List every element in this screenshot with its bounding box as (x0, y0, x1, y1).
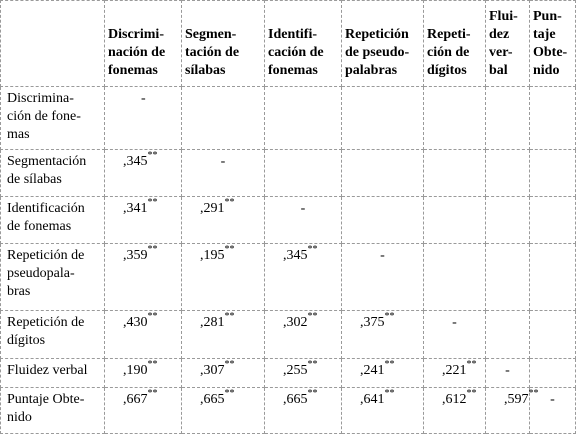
table-cell (105, 150, 182, 197)
significance-marker: ** (224, 244, 235, 256)
significance-marker: ** (147, 197, 158, 209)
column-header-label: Pun- taje Obte- nido (533, 9, 568, 78)
table-cell (486, 388, 539, 434)
table-row (1, 197, 576, 244)
column-header-label: Repeti- ción de dígitos (427, 27, 471, 78)
cell-value: ,307 (200, 363, 225, 378)
cell-value: - (141, 91, 146, 106)
table-cell (530, 359, 576, 388)
table-cell (424, 150, 486, 197)
table-cell (105, 197, 182, 244)
table-cell (342, 197, 424, 244)
significance-marker: ** (384, 359, 395, 371)
row-label-text: Repetición de dígitos (7, 315, 85, 348)
cell-value: - (505, 363, 510, 378)
column-header (265, 1, 342, 87)
table-cell (530, 244, 576, 311)
row-label (1, 388, 105, 434)
row-label (1, 244, 105, 311)
cell-value: ,221 (442, 363, 467, 378)
column-header-label: Flui- dez ver- bal (489, 9, 518, 78)
table-cell (424, 359, 486, 388)
row-label (1, 150, 105, 197)
table-cell (105, 87, 182, 150)
column-header-label: Repetición de pseudo- palabras (345, 27, 410, 78)
table-row (1, 388, 576, 434)
table-cell (530, 150, 576, 197)
cell-value: ,281 (200, 315, 225, 330)
cell-value: ,430 (123, 315, 148, 330)
table-cell (265, 359, 342, 388)
row-label (1, 359, 105, 388)
cell-value: ,612 (442, 392, 467, 407)
cell-value: ,641 (360, 392, 385, 407)
column-header-label: Discrimi- nación de fonemas (108, 27, 166, 78)
table-cell (486, 359, 530, 388)
table-row (1, 87, 576, 150)
row-label-text: Repetición de pseudopala- bras (7, 248, 85, 299)
table-cell (342, 87, 424, 150)
table-cell (530, 311, 576, 359)
cell-value: ,345 (283, 248, 308, 263)
row-label-text: Puntaje Obte- nido (7, 392, 85, 425)
significance-marker: ** (147, 388, 158, 400)
table-cell (265, 197, 342, 244)
table-cell (486, 197, 530, 244)
cell-value: - (452, 315, 457, 330)
row-label (1, 311, 105, 359)
cell-value: - (220, 154, 226, 169)
table-cell (182, 197, 265, 244)
cell-value: ,665 (283, 392, 308, 407)
table-cell (424, 197, 486, 244)
column-header (424, 1, 486, 87)
table-cell (342, 359, 424, 388)
table-cell (424, 311, 486, 359)
table-cell (182, 244, 265, 311)
table-row (1, 244, 576, 311)
column-header-label: Segmen- tación de sílabas (185, 27, 240, 78)
significance-marker: ** (224, 388, 235, 400)
table-cell (105, 388, 182, 434)
table-row (1, 150, 576, 197)
table-row (1, 359, 576, 388)
table-cell (424, 388, 486, 434)
table-cell (486, 244, 530, 311)
table-cell (424, 244, 486, 311)
cell-value: - (550, 392, 555, 407)
cell-value: ,190 (123, 363, 148, 378)
table-cell (105, 244, 182, 311)
table-cell (182, 359, 265, 388)
table-cell (342, 311, 424, 359)
significance-marker: ** (147, 359, 158, 371)
table-cell (182, 311, 265, 359)
column-header (530, 1, 576, 87)
significance-marker: ** (147, 244, 158, 256)
cell-value: ,341 (123, 201, 148, 216)
row-label (1, 197, 105, 244)
table-cell (486, 311, 530, 359)
table-cell (265, 87, 342, 150)
column-header (342, 1, 424, 87)
table-cell (265, 244, 342, 311)
table-cell (265, 150, 342, 197)
column-header (486, 1, 530, 87)
table-cell (182, 388, 265, 434)
cell-value: ,241 (360, 363, 385, 378)
cell-value: ,359 (123, 248, 148, 263)
table-cell (265, 388, 342, 434)
table-cell (342, 388, 424, 434)
row-label-text: Segmentación de sílabas (7, 154, 87, 187)
column-header (182, 1, 265, 87)
table-row (1, 311, 576, 359)
significance-marker: ** (528, 388, 539, 400)
cell-value: ,375 (360, 315, 385, 330)
table-cell (342, 150, 424, 197)
table-cell (105, 359, 182, 388)
cell-value: ,195 (200, 248, 225, 263)
cell-value: - (300, 201, 306, 216)
table-cell (486, 87, 530, 150)
cell-value: ,665 (200, 392, 225, 407)
significance-marker: ** (224, 359, 235, 371)
significance-marker: ** (466, 388, 477, 400)
table-cell (182, 150, 265, 197)
cell-value: ,597 (504, 392, 529, 407)
significance-marker: ** (147, 150, 158, 162)
significance-marker: ** (384, 311, 395, 323)
table-cell (182, 87, 265, 150)
cell-value: ,667 (123, 392, 148, 407)
table-cell (530, 87, 576, 150)
row-label-text: Discrimina- ción de fone- mas (7, 91, 81, 142)
header-row (1, 1, 576, 87)
table-cell (486, 150, 530, 197)
significance-marker: ** (224, 197, 235, 209)
significance-marker: ** (384, 388, 395, 400)
row-label-text: Fluidez verbal (7, 363, 88, 378)
column-header-label: Identifi- cación de fonemas (268, 27, 324, 78)
table-cell (342, 244, 424, 311)
table-cell (530, 197, 576, 244)
table-cell (424, 87, 486, 150)
cell-value: ,345 (123, 154, 148, 169)
significance-marker: ** (307, 388, 318, 400)
significance-marker: ** (307, 359, 318, 371)
row-label (1, 87, 105, 150)
significance-marker: ** (224, 311, 235, 323)
significance-marker: ** (147, 311, 158, 323)
cell-value: ,291 (200, 201, 225, 216)
significance-marker: ** (307, 311, 318, 323)
significance-marker: ** (307, 244, 318, 256)
table-cell (265, 311, 342, 359)
cell-value: - (380, 248, 385, 263)
corner-cell (1, 1, 105, 87)
table-cell (105, 311, 182, 359)
significance-marker: ** (466, 359, 477, 371)
column-header (105, 1, 182, 87)
cell-value: ,302 (283, 315, 308, 330)
cell-value: ,255 (283, 363, 308, 378)
row-label-text: Identificación de fonemas (7, 201, 85, 234)
